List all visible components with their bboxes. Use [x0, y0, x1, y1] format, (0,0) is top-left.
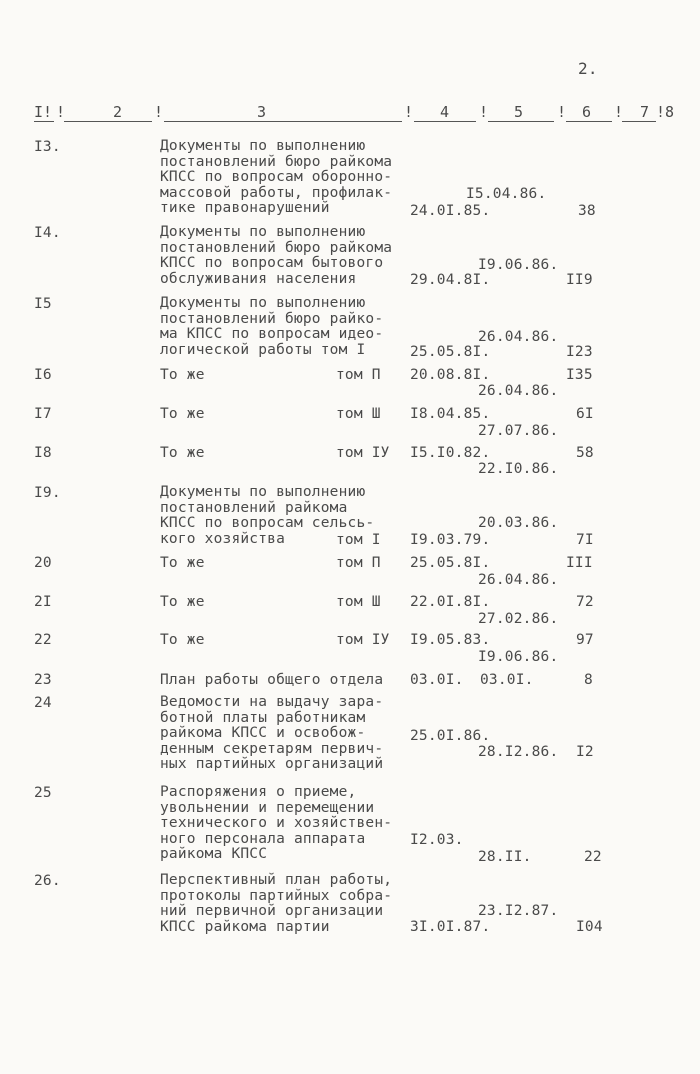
sheet-count: II9 — [566, 272, 593, 288]
sheet-count: 22 — [584, 849, 602, 865]
sheet-count: III — [566, 555, 593, 571]
start-date: 24.0I.85. — [410, 203, 491, 219]
header-separator: ! — [479, 103, 489, 121]
item-title: План работы общего отдела — [160, 672, 384, 688]
header-separator: ! — [404, 103, 414, 121]
item-number: 2I — [34, 594, 52, 610]
item-number: I6 — [34, 367, 52, 383]
col-7-header: 7 — [640, 103, 650, 121]
end-date: I9.06.86. — [478, 257, 559, 273]
item-title: Документы по выполнению постановлений бюро райкома КПСС по вопросам оборонно- массовой работы, профилак- тике правонарушений — [160, 138, 393, 216]
sheet-count: I2 — [576, 744, 594, 760]
start-date: I5.I0.82. — [410, 445, 491, 461]
item-title: Перспективный план работы, протоколы партийных собра- ний первичной организации КПСС райкома партии — [160, 872, 393, 935]
end-date: 27.02.86. — [478, 611, 559, 627]
header-underline — [64, 121, 152, 122]
start-date: I2.03. — [410, 832, 464, 848]
sheet-count: 72 — [576, 594, 594, 610]
header-underline — [622, 121, 656, 122]
item-number: 26. — [34, 873, 61, 889]
col-2-header: 2 — [113, 103, 123, 121]
item-title: Распоряжения о приеме, увольнении и перемещении технического и хозяйствен- ного персонала аппарата райкома КПСС — [160, 784, 393, 862]
col-3-header: 3 — [257, 103, 267, 121]
end-date: 23.I2.87. — [478, 903, 559, 919]
item-title: Документы по выполнению постановлений бюро райкома КПСС по вопросам бытового обслуживания населения — [160, 224, 393, 287]
item-number: I9. — [34, 485, 61, 501]
start-date: 03.0I. — [410, 672, 464, 688]
start-date: 20.08.8I. — [410, 367, 491, 383]
page-number: 2. — [578, 59, 598, 78]
item-number: 25 — [34, 785, 52, 801]
item-number: 23 — [34, 672, 52, 688]
sheet-count: 8 — [584, 672, 593, 688]
end-date: 20.03.86. — [478, 515, 559, 531]
col-6-header: 6 — [582, 103, 592, 121]
item-title: То же — [160, 594, 205, 610]
header-separator: ! — [557, 103, 567, 121]
header-underline — [164, 121, 402, 122]
sheet-count: 38 — [578, 203, 596, 219]
header-underline — [414, 121, 476, 122]
end-date: 03.0I. — [480, 672, 534, 688]
item-title: То же — [160, 632, 205, 648]
item-number: I3. — [34, 139, 61, 155]
item-title: Документы по выполнению постановлений райкома КПСС по вопросам сельсь- кого хозяйства — [160, 484, 375, 547]
end-date: 28.II. — [478, 849, 532, 865]
volume: том П — [336, 555, 381, 571]
volume: том IУ — [336, 632, 390, 648]
start-date: 25.05.8I. — [410, 555, 491, 571]
header-underline — [566, 121, 612, 122]
header-separator: ! — [154, 103, 164, 121]
start-date: 3I.0I.87. — [410, 919, 491, 935]
volume: том I — [336, 532, 381, 548]
item-number: I5 — [34, 296, 52, 312]
item-number: I7 — [34, 406, 52, 422]
start-date: 22.0I.8I. — [410, 594, 491, 610]
item-title: Документы по выполнению постановлений бюро райко- ма КПСС по вопросам идео- логической работы том I — [160, 295, 384, 358]
volume: том Ш — [336, 406, 381, 422]
end-date: I5.04.86. — [466, 186, 547, 202]
item-title: Ведомости на выдачу зара- ботной платы работникам райкома КПСС и освобож- денным секретарям первич- ных партийных организаций — [160, 694, 384, 772]
end-date: 27.07.86. — [478, 423, 559, 439]
item-number: 24 — [34, 695, 52, 711]
end-date: 26.04.86. — [478, 572, 559, 588]
header-underline — [488, 121, 554, 122]
sheet-count: 97 — [576, 632, 594, 648]
start-date: 25.0I.86. — [410, 728, 491, 744]
end-date: 28.I2.86. — [478, 744, 559, 760]
item-title: То же — [160, 555, 205, 571]
col-8-header: !8 — [656, 103, 675, 121]
start-date: I9.05.83. — [410, 632, 491, 648]
volume: том Ш — [336, 594, 381, 610]
start-date: I8.04.85. — [410, 406, 491, 422]
end-date: I9.06.86. — [478, 649, 559, 665]
sheet-count: 6I — [576, 406, 594, 422]
sheet-count: I23 — [566, 344, 593, 360]
header-separator: ! — [56, 103, 66, 121]
sheet-count: I35 — [566, 367, 593, 383]
item-number: I4. — [34, 225, 61, 241]
header-underline — [34, 121, 54, 122]
item-title: То же — [160, 406, 205, 422]
start-date: 25.05.8I. — [410, 344, 491, 360]
item-number: 22 — [34, 632, 52, 648]
sheet-count: I04 — [576, 919, 603, 935]
end-date: 22.I0.86. — [478, 461, 559, 477]
end-date: 26.04.86. — [478, 383, 559, 399]
sheet-count: 7I — [576, 532, 594, 548]
item-title: То же — [160, 445, 205, 461]
volume: том IУ — [336, 445, 390, 461]
col-1-header: I! — [34, 103, 53, 121]
start-date: 29.04.8I. — [410, 272, 491, 288]
col-5-header: 5 — [514, 103, 524, 121]
item-title: То же — [160, 367, 205, 383]
start-date: I9.03.79. — [410, 532, 491, 548]
sheet-count: 58 — [576, 445, 594, 461]
item-number: I8 — [34, 445, 52, 461]
end-date: 26.04.86. — [478, 329, 559, 345]
volume: том П — [336, 367, 381, 383]
col-4-header: 4 — [440, 103, 450, 121]
header-separator: ! — [614, 103, 624, 121]
item-number: 20 — [34, 555, 52, 571]
